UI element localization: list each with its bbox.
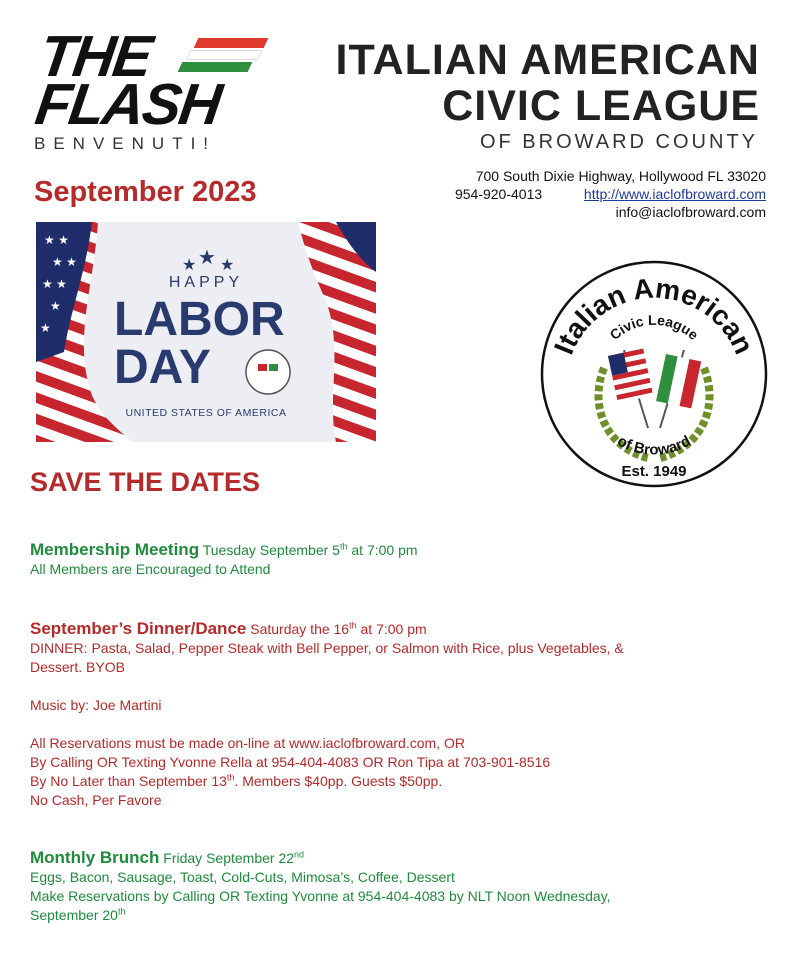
league-subtitle: OF BROWARD COUNTY [479, 131, 758, 153]
svg-text:★: ★ [220, 257, 235, 274]
event-dinner-header [30, 619, 750, 639]
event-brunch-menu: Eggs, Bacon, Sausage, Toast, Cold-Cuts, Mimosa’s, Coffee, Dessert [30, 869, 455, 885]
league-website-link[interactable]: http://www.iaclofbroward.com [583, 186, 766, 202]
event-dinner-when: Saturday the 16th at 7:00 pm [250, 620, 427, 637]
event-dinner-menu-line1: DINNER: Pasta, Salad, Pepper Steak with Bell Pepper, or Salmon with Rice, plus Vegetables, & [30, 640, 624, 656]
banner-labor: LABOR [114, 293, 285, 346]
event-membership-meeting [30, 540, 750, 579]
league-name-line2: CIVIC LEAGUE [442, 82, 760, 130]
seal-top-text: Italian American [547, 272, 760, 359]
event-brunch-title: Monthly Brunch [30, 848, 160, 867]
svg-text:★: ★ [40, 321, 51, 335]
banner-happy: HAPPY [168, 274, 244, 291]
svg-text:★: ★ [182, 257, 197, 274]
league-address: 700 South Dixie Highway, Hollywood FL 33020 [475, 168, 766, 184]
event-dinner-res-line3: By No Later than September 13th. Members $40pp. Guests $50pp. [30, 772, 443, 789]
event-membership-header [30, 540, 750, 560]
event-membership-title: Membership Meeting [30, 540, 200, 559]
event-brunch-when: Friday September 22nd [163, 849, 305, 866]
labor-day-banner [36, 222, 376, 442]
logo-flash: FLASH [31, 72, 224, 137]
flag-stripe-red [194, 38, 269, 48]
svg-text:★ ★: ★ ★ [52, 255, 77, 269]
logo-tagline: BENVENUTI! [34, 134, 217, 153]
event-dinner-title: September’s Dinner/Dance [30, 619, 247, 638]
event-membership-note: All Members are Encouraged to Attend [30, 561, 271, 577]
contact-phone-web-row [455, 185, 766, 203]
seal-bottom-text: of Broward [614, 432, 694, 459]
save-the-dates-heading: SAVE THE DATES [30, 467, 261, 497]
svg-text:★: ★ [50, 299, 61, 313]
event-dinner-menu-line2: Dessert. BYOB [30, 659, 125, 675]
event-dinner-music: Music by: Joe Martini [30, 697, 162, 713]
svg-text:★: ★ [198, 247, 216, 269]
flag-stripe-white [186, 50, 263, 60]
league-name-line1: ITALIAN AMERICAN [335, 36, 760, 84]
event-brunch-res-line1: Make Reservations by Calling OR Texting Yvonne at 954-404-4083 by NLT Noon Wednesday, [30, 888, 611, 904]
event-monthly-brunch [30, 848, 750, 925]
league-email[interactable]: info@iaclofbroward.com [615, 204, 766, 220]
svg-text:★ ★: ★ ★ [42, 277, 67, 291]
event-membership-when: Tuesday September 5th at 7:00 pm [202, 541, 418, 558]
flag-stripe-green [178, 62, 253, 72]
league-seal-logo [538, 258, 770, 490]
event-dinner-res-line4: No Cash, Per Favore [30, 792, 162, 808]
banner-day: DAY [114, 341, 211, 394]
event-dinner-dance [30, 619, 750, 810]
seal-middle-text: Civic League [606, 311, 702, 343]
logo-the: THE [35, 24, 155, 89]
seal-est-text: Est. 1949 [621, 463, 687, 480]
event-dinner-res-line2: By Calling OR Texting Yvonne Rella at 954-404-4083 OR Ron Tipa at 703-901-8516 [30, 754, 551, 770]
issue-month: September 2023 [34, 176, 257, 208]
event-brunch-header [30, 848, 750, 868]
event-dinner-res-line1: All Reservations must be made on-line at www.iaclofbroward.com, OR [30, 735, 465, 751]
svg-text:★ ★: ★ ★ [44, 233, 69, 247]
banner-country: UNITED STATES OF AMERICA [125, 407, 287, 419]
league-phone: 954-920-4013 [454, 186, 543, 202]
event-brunch-res-line2: September 20th [30, 906, 126, 923]
